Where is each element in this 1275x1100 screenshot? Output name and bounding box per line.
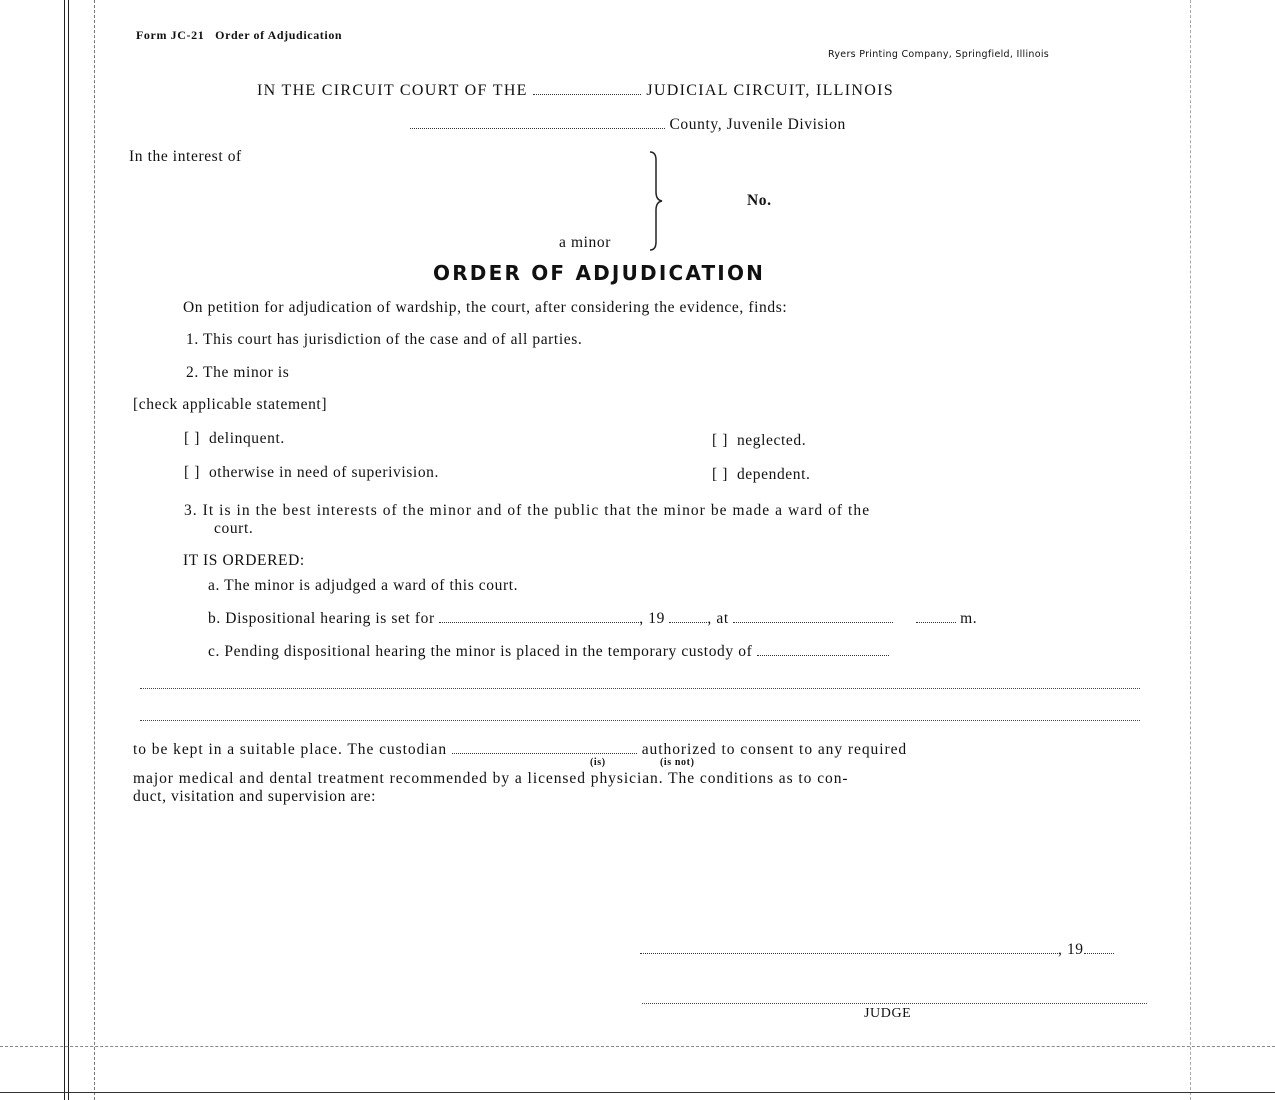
finding-3-cont: court. (214, 520, 254, 537)
checkbox[interactable]: [ ] (184, 430, 200, 447)
option-supervision[interactable]: [ ] otherwise in need of superivision. (184, 464, 439, 481)
checkbox[interactable]: [ ] (184, 464, 200, 481)
minor-label: a minor (559, 234, 611, 251)
option-delinquent[interactable]: [ ] delinquent. (184, 430, 285, 447)
order-b: b. Dispositional hearing is set for , 19 , at m. (208, 610, 978, 627)
custody-line-2: major medical and dental treatment recommended by a licensed physician. The conditions as to con- (133, 770, 849, 787)
case-number-label: No. (747, 192, 772, 209)
option-dependent[interactable]: [ ] dependent. (712, 466, 811, 483)
document-title: ORDER OF ADJUDICATION (433, 261, 766, 285)
custody-blank-line[interactable] (140, 720, 1140, 721)
finding-1: 1. This court has jurisdiction of the case and of all parties. (186, 331, 583, 348)
is-label: (is) (590, 757, 606, 768)
scan-edge-line (64, 0, 65, 1100)
check-note: [check applicable statement] (133, 396, 328, 413)
custody-line-1: to be kept in a suitable place. The custodian authorized to consent to any required (133, 741, 908, 758)
custody-line-3: duct, visitation and supervision are: (133, 788, 377, 805)
scan-edge-line (0, 1046, 1275, 1047)
checkbox[interactable]: [ ] (712, 432, 728, 449)
scan-edge-line (0, 1092, 1275, 1093)
order-c: c. Pending dispositional hearing the minor is placed in the temporary custody of (208, 643, 889, 661)
scan-edge-line (94, 0, 95, 1100)
in-interest-label: In the interest of (129, 148, 242, 165)
form-id: Form JC-21 Order of Adjudication (136, 28, 343, 42)
printer-name: Ryers Printing Company, Springfield, Illinois (828, 49, 1050, 60)
checkbox[interactable]: [ ] (712, 466, 728, 483)
order-heading: IT IS ORDERED: (183, 552, 305, 569)
custody-blank-line[interactable] (140, 688, 1140, 689)
option-neglected[interactable]: [ ] neglected. (712, 432, 807, 449)
intro-text: On petition for adjudication of wardship, the court, after considering the evidence, finds: (183, 299, 788, 316)
finding-2: 2. The minor is (186, 364, 290, 381)
scan-edge-line (1190, 0, 1191, 1100)
order-a: a. The minor is adjudged a ward of this court. (208, 577, 519, 594)
caption-brace (646, 150, 666, 252)
finding-3: 3. It is in the best interests of the minor and of the public that the minor be made a ward of the (184, 502, 871, 519)
judge-signature-line[interactable] (642, 1003, 1147, 1004)
scan-edge-line (68, 0, 69, 1100)
signature-date[interactable]: , 19 (640, 941, 1114, 959)
county-line: County, Juvenile Division (410, 116, 846, 134)
is-not-label: (is not) (660, 757, 695, 768)
court-line: IN THE CIRCUIT COURT OF THE JUDICIAL CIRCUIT, ILLINOIS (257, 82, 894, 99)
judge-label: JUDGE (864, 1006, 912, 1021)
